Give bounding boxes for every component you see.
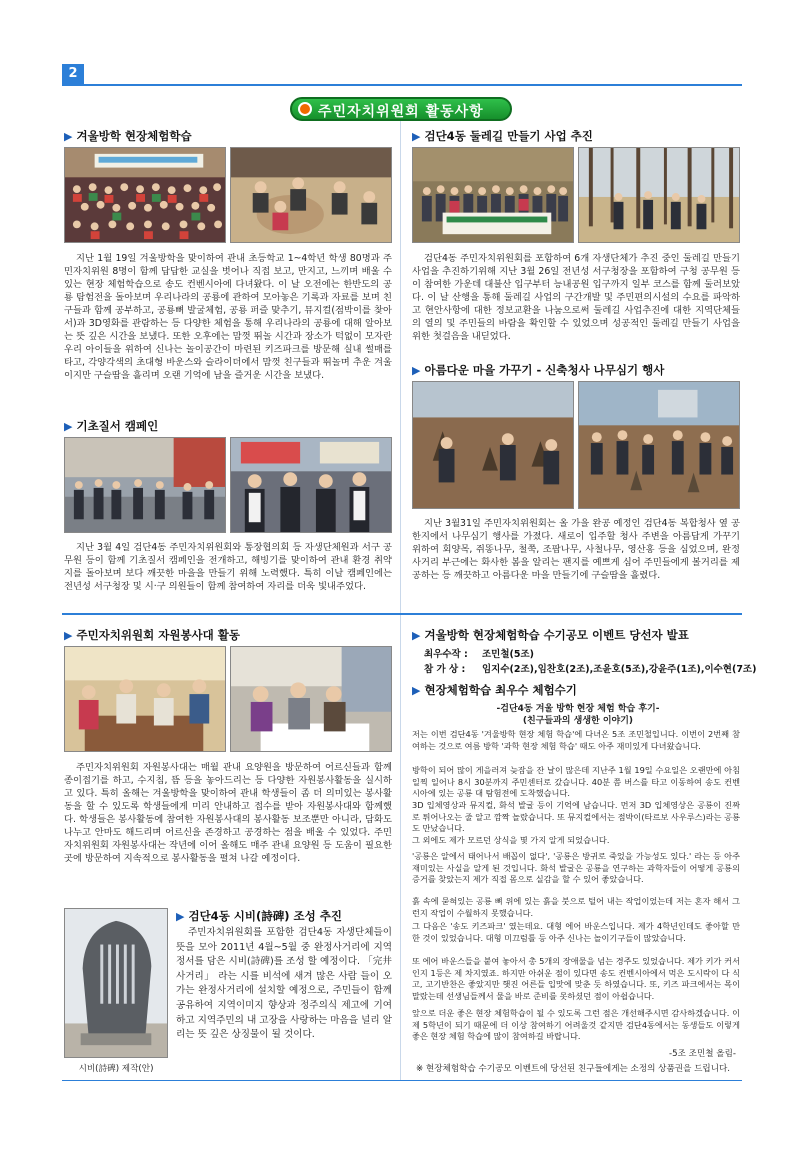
essay-subtitle: -검단4동 겨울 방학 현장 체험 학습 후기- xyxy=(496,704,660,714)
essay-signature: -5조 조민철 올림- xyxy=(669,1049,736,1059)
triangle-icon: ▶ xyxy=(412,364,421,377)
section-title-field-trip: ▶ 겨울방학 현장체험학습 xyxy=(64,129,192,143)
essay-body-8: 또 에어 바운스들을 붙여 놓아서 총 5개의 장애물을 넘는 경주도 있었습니다. 제가 키가 커서인지 1등은 제 차지였죠. 하지만 아쉬운 점이 있다면 송도 컨벤시아에서 먹은 도시락이 다 식고, 고기반찬은 좋았지만 햇진 어른들 입맛에 맞춘 듯 하였습니다. 또, 키즈 파크에서는 목이 말랐는데 선생님들께서 물을 바로 준비를 못하셨던 점이 아쉽습니다. xyxy=(412,956,740,1001)
column-divider xyxy=(400,120,401,1080)
photo-trail-group xyxy=(412,147,574,243)
triangle-icon: ▶ xyxy=(64,420,73,433)
essay-body-9: 앞으로 더운 좋은 현장 체험학습이 될 수 있도록 그런 점은 개선해주시면 감사하겠습니다. 이제 5학년이 되기 때문에 더 이상 참여하기 어려울것 같지만 검단4동에서는 동생들도 이렇게 좋은 현장 체험 학습에 많이 참여하길 바랍니다. xyxy=(412,1008,740,1042)
essay-body-5: '공룡은 알에서 태어나서 배꼽이 없다', '공룡은 방귀로 죽었을 가능성도 있다.' 라는 등 아주 재미있는 사실을 알게 된 것입니다. 화석 발굴은 공룡을 연구하는 과학자들이 어떻게 공룡의 증거를 찾았는지 제가 직접 몸으로 실감을 할 수 있어 좋았습니다. xyxy=(412,851,740,885)
participation-value: 임지수(2조),임찬호(2조),조윤호(5조),강윤주(1조),이수현(7조) xyxy=(482,664,757,675)
section-title-monument: ▶ 검단4동 시비(詩碑) 조성 추진 xyxy=(176,909,342,923)
top-winner-row xyxy=(424,647,756,662)
section-divider xyxy=(62,613,742,615)
page-banner xyxy=(290,97,512,121)
triangle-icon: ▶ xyxy=(412,684,421,697)
triangle-icon: ▶ xyxy=(176,910,185,923)
essay-body-2: 방학이 되어 많이 게을러져 늦잠을 잔 날이 많은데 지난주 1월 19일 수요일은 오랜만에 아침 일찍 일어나 8시 30분까지 주민센터로 갔습니다. 40분 쯤 버스를 타고 이동하여 송도 컨벤시아에 있는 공룡 대 탐험전에 도착했습니다. xyxy=(412,765,740,799)
essay-footnote: ※ 현장체험학습 수기공모 이벤트에 당선된 친구들에게는 소정의 상품권을 드립니다. xyxy=(416,1064,731,1074)
section-title-volunteer: ▶ 주민자치위원회 자원봉사대 활동 xyxy=(64,628,241,642)
essay-body-3: 3D 입체영상과 뮤지컬, 화석 발굴 등이 기억에 남습니다. 먼저 3D 입체영상은 공룡이 진짜로 튀어나오는 줄 알고 깜짝 놀랐습니다. 또 뮤지컬에서는 점박이(타르보 사우루스)라는 공룡도 만났습니다. xyxy=(412,800,740,834)
section-title-campaign: ▶ 기초질서 캠페인 xyxy=(64,419,159,433)
circle-icon xyxy=(298,102,312,116)
photo-stone-monument xyxy=(64,908,168,1058)
photo-tree-planting-1 xyxy=(412,381,574,509)
section-title-best-essay: ▶ 현장체험학습 최우수 체험수기 xyxy=(412,683,577,697)
triangle-icon: ▶ xyxy=(412,629,421,642)
essay-body-1: 저는 이번 검단4동 '겨울방학 현장 체험 학습'에 다녀온 5조 조민철입니다. 이번이 2번째 참여하는 것으로 여름 방학 '과학 현장 체험 학습' 때도 아주 재미있게 다녀왔습니다. xyxy=(412,729,740,751)
photo-campaign-street xyxy=(64,437,226,533)
essay-body-4: 그 외에도 제가 모르던 상식을 몇 가지 알게 되었습니다. xyxy=(412,835,610,845)
photo-kids-sand xyxy=(230,147,392,243)
photo-trail-forest xyxy=(578,147,740,243)
triangle-icon: ▶ xyxy=(64,130,73,143)
photo-campaign-officials xyxy=(230,437,392,533)
top-rule xyxy=(62,84,742,86)
bottom-rule xyxy=(62,1080,742,1081)
essay-body-6: 흙 속에 묻혀있는 공룡 뼈 위에 있는 흙을 붓으로 털어 내는 작업이었는데 저는 혼자 해서 그런지 작업이 수월하지 못했습니다. xyxy=(412,896,740,918)
triangle-icon: ▶ xyxy=(412,130,421,143)
page-number: 2 xyxy=(62,64,84,84)
paragraph-field-trip: 지난 1월 19일 겨울방학을 맞이하여 관내 초등학교 1~4학년 학생 80명과 주민자치위원 8명이 함께 답답한 교실을 벗어나 직접 보고, 만지고, 느끼며 배울 수 있는 현장 체험학습으로 송도 컨벤시아에 다녀왔다. 이 날 오전에는 한반도의 공룡 탐험전을 돌아보며 우리나라의 공룡에 관하여 모아놓은 기록과 자료를 보며 친구들과 함께 공부하고, 공룡뼈 발굴체험, 공룡 퍼즐 맞추기, 뮤지컬(점박이를 찾아서)과 3D영화를 관람하는 등 다양한 체험을 통해 우리나라의 공룡에 대해 알아보는 뜻 깊은 시간을 보냈다. 또한 오후에는 맘껏 뛰놀 시간과 장소가 턱없이 모자란 우리 아이들을 위하여 신나는 놀이공간이 마련된 키즈파크를 방문해 실내 썰매를 타고, 각양각색의 초대형 바운스와 슬라이더에서 맘껏 친구들과 뛰놀며 추운 겨울이지만 구슬땀을 흘리며 오랜 기억에 남을 즐거운 시간을 보냈다. xyxy=(64,253,392,381)
participation-row xyxy=(424,662,756,677)
photo-volunteer-origami xyxy=(64,646,226,752)
winners-list xyxy=(424,647,756,677)
essay-body-7: 그 다음은 '송도 키즈파크' 였는데요. 대형 에어 바운스입니다. 제가 4학년인데도 좋아할 만한 것이 있었습니다. 대형 미끄럼틀 등 아주 신나는 놀이기구들이 많았습니다. xyxy=(412,921,740,943)
paragraph-trail: 검단4동 주민자치위원회를 포함하여 6개 자생단체가 추진 중인 둘레길 만들기 사업을 추진하기위해 지난 3월 26일 전년성 서구청장을 포함하여 구청 공무원 등이 참여한 가운데 대불산 입구부터 능내공원 입구까지 일부 코스를 함께 둘러보았다. 이 날 산행을 통해 둘레길 사업의 구간개발 및 주민편의시설의 수요를 파악하고 현안사항에 대한 정보교환을 나눔으로써 둘레길 사업추진에 대한 지역단체들의 열의 및 주민들의 바람을 확인할 수 있었으며 성공적인 둘레길 만들기 사업을 위한 첫걸음을 내딛었다. xyxy=(412,253,740,342)
photo-tree-planting-2 xyxy=(578,381,740,509)
paragraph-volunteer: 주민자치위원회 자원봉사대는 매월 관내 요양원을 방문하여 어르신들과 함께 종이접기를 하고, 수지침, 뜸 등을 놓아드리는 등 다양한 자원봉사활동을 실시하고 있다. 특히 올해는 겨울방학을 맞이하여 관내 학생들이 좀 더 의미있는 봉사활동을 할 수 있도록 학생들에게 미리 안내하고 접수를 받아 자원봉사대와 함께했다. 학생들은 봉사활동에 참여한 자원봉사대의 봉사활동 보조뿐만 아니라, 담화도 나누고 안마도 해드리며 어르신을 존경하고 공경하는 점을 배울 수 있었다. 주민자치위원회 자원봉사대는 작년에 이어 올해도 매주 관내 요양원 등 도움이 필요한 곳에 방문하여 지속적으로 봉사활동을 펼쳐 나갈 예정이다. xyxy=(64,762,392,864)
photo-caption: 시비(詩碑) 제작(안) xyxy=(78,1064,154,1074)
top-winner-label: 최우수작 : xyxy=(424,649,468,660)
essay-subtitle-2: (친구들과의 생생한 이야기) xyxy=(522,716,634,726)
photo-field-trip-group xyxy=(64,147,226,243)
paragraph-tree-planting: 지난 3월31일 주민자치위원회는 올 가을 완공 예정인 검단4동 복합청사 옆 공한지에서 나무심기 행사를 가졌다. 새로이 입주할 청사 주변을 아름답게 가꾸기 위하여 회양목, 쥐똥나무, 철쭉, 조팝나무, 사철나무, 영산홍 등을 심었으며, 완정사거리 부근에는 화사한 봄을 알리는 팬지를 예쁘게 심어 주민들에게 볼거리를 제공하는 등 깨끗하고 아름다운 마을 만들기에 구슬땀을 흘렸다. xyxy=(412,518,740,581)
section-title-essay-event: ▶ 겨울방학 현장체험학습 수기공모 이벤트 당선자 발표 xyxy=(412,628,689,642)
section-title-trail: ▶ 검단4동 둘레길 만들기 사업 추진 xyxy=(412,129,593,143)
photo-volunteer-elderly xyxy=(230,646,392,752)
section-title-tree-planting: ▶ 아름다운 마을 가꾸기 - 신축청사 나무심기 행사 xyxy=(412,363,665,377)
paragraph-campaign: 지난 3월 4일 검단4동 주민자치위원회와 통장협의회 등 자생단체원과 서구 공무원 등이 함께 기초질서 캠페인을 전개하고, 해빙기를 맞이하여 관내 환경 취약지를 돌아보며 보다 깨끗한 마을을 만들기 위해 노력했다. 특히 이날 캠페인에는 전년성 서구청장 및 시·구 의원들이 함께 참여하여 자리를 더욱 빛내주었다. xyxy=(64,542,392,592)
participation-label: 참 가 상 : xyxy=(424,664,466,675)
top-winner-value: 조민철(5조) xyxy=(482,649,535,660)
banner-title: 주민자치위원회 활동사항 xyxy=(318,104,484,120)
paragraph-monument: 주민자치위원회를 포함한 검단4동 자생단체들이 뜻을 모아 2011년 4월~5월 중 완정사거리에 지역정서를 담은 시비(詩碑)를 조성 할 예정이다. 「完井사거리」 라는 시를 비석에 새겨 많은 사람 들이 오가는 완정사거리에 설치할 예정으로, 주민들이 함께 공유하여 지역이미지 향상과 정주의식 제고에 기여하고 지역주민의 내 고장을 사랑하는 마음을 널리 알리는 뜻 깊은 상징물이 될 것이다. xyxy=(176,927,392,1041)
triangle-icon: ▶ xyxy=(64,629,73,642)
